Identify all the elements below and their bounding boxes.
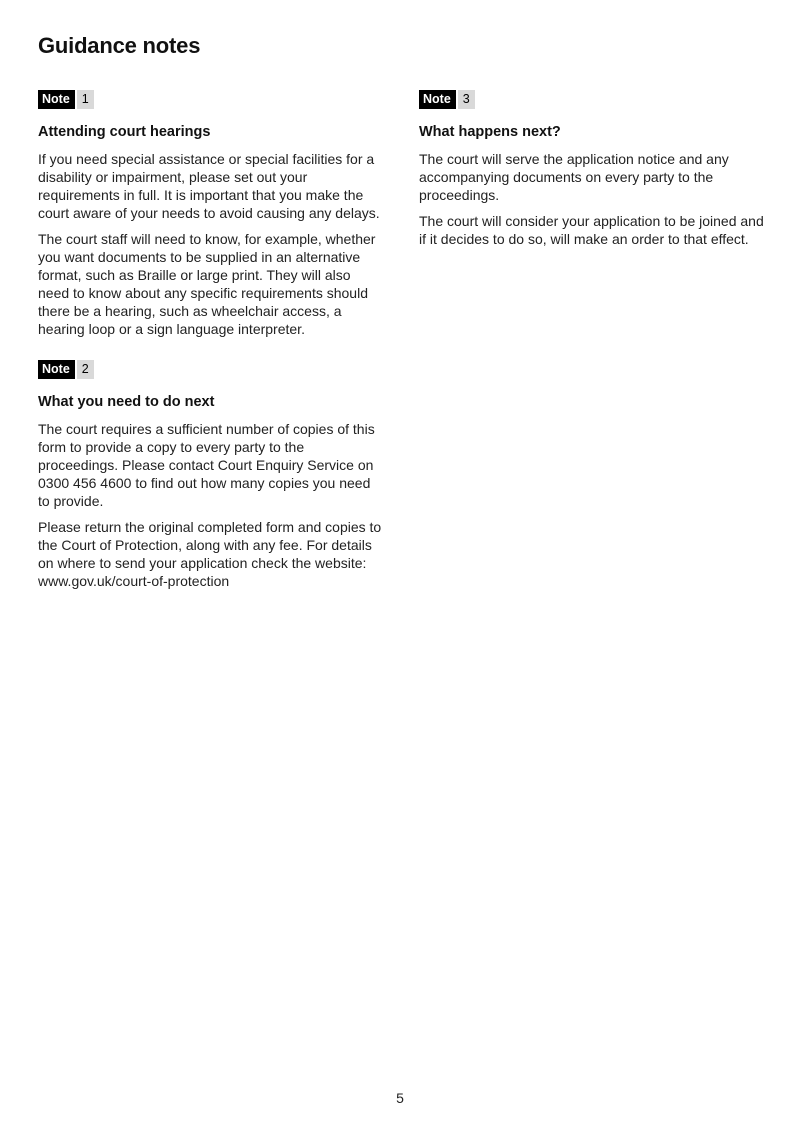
note-tag-label: Note — [38, 90, 75, 109]
note-3 — [419, 90, 764, 248]
note-tag-label: Note — [419, 90, 456, 109]
note-2-paragraph-1: The court requires a sufficient number of copies of this form to provide a copy to every party to the proceedings. Please contact Court Enquiry Service on 0300 456 4600 to find out how many copies you need to provide. — [38, 421, 375, 509]
note-3-heading: What happens next? — [419, 124, 561, 140]
note-1-paragraph-1: If you need special assistance or special facilities for a disability or impairment, please set out your requirements in full. It is important that you make the court aware of your needs to avoid causing any delays. — [38, 151, 380, 221]
note-tag-number: 1 — [75, 90, 94, 109]
note-3-paragraph-1: The court will serve the application notice and any accompanying documents on every party to the proceedings. — [419, 151, 729, 203]
page-number: 5 — [396, 1090, 404, 1106]
note-2-tag — [38, 360, 94, 379]
page-title: Guidance notes — [38, 33, 201, 58]
note-2 — [38, 360, 383, 590]
note-2-paragraph-2: Please return the original completed form and copies to the Court of Protection, along with any fee. For details on where to send your application check the website: www.gov.uk/court-of-protection — [38, 519, 382, 589]
note-1-tag — [38, 90, 94, 109]
note-1-paragraph-2: The court staff will need to know, for example, whether you want documents to be supplied in an alternative format, such as Braille or large print. They will also need to know about any specific requirements should there be a hearing, such as wheelchair access, a hearing loop or a sign language interpreter. — [38, 231, 376, 337]
note-tag-label: Note — [38, 360, 75, 379]
note-tag-number: 3 — [456, 90, 475, 109]
left-column — [38, 90, 383, 612]
note-3-paragraph-2: The court will consider your application to be joined and if it decides to do so, will make an order to that effect. — [419, 213, 764, 247]
note-2-heading: What you need to do next — [38, 394, 215, 410]
note-tag-number: 2 — [75, 360, 94, 379]
note-3-tag — [419, 90, 475, 109]
note-1-heading: Attending court hearings — [38, 124, 211, 140]
right-column — [419, 90, 764, 270]
note-1 — [38, 90, 383, 338]
